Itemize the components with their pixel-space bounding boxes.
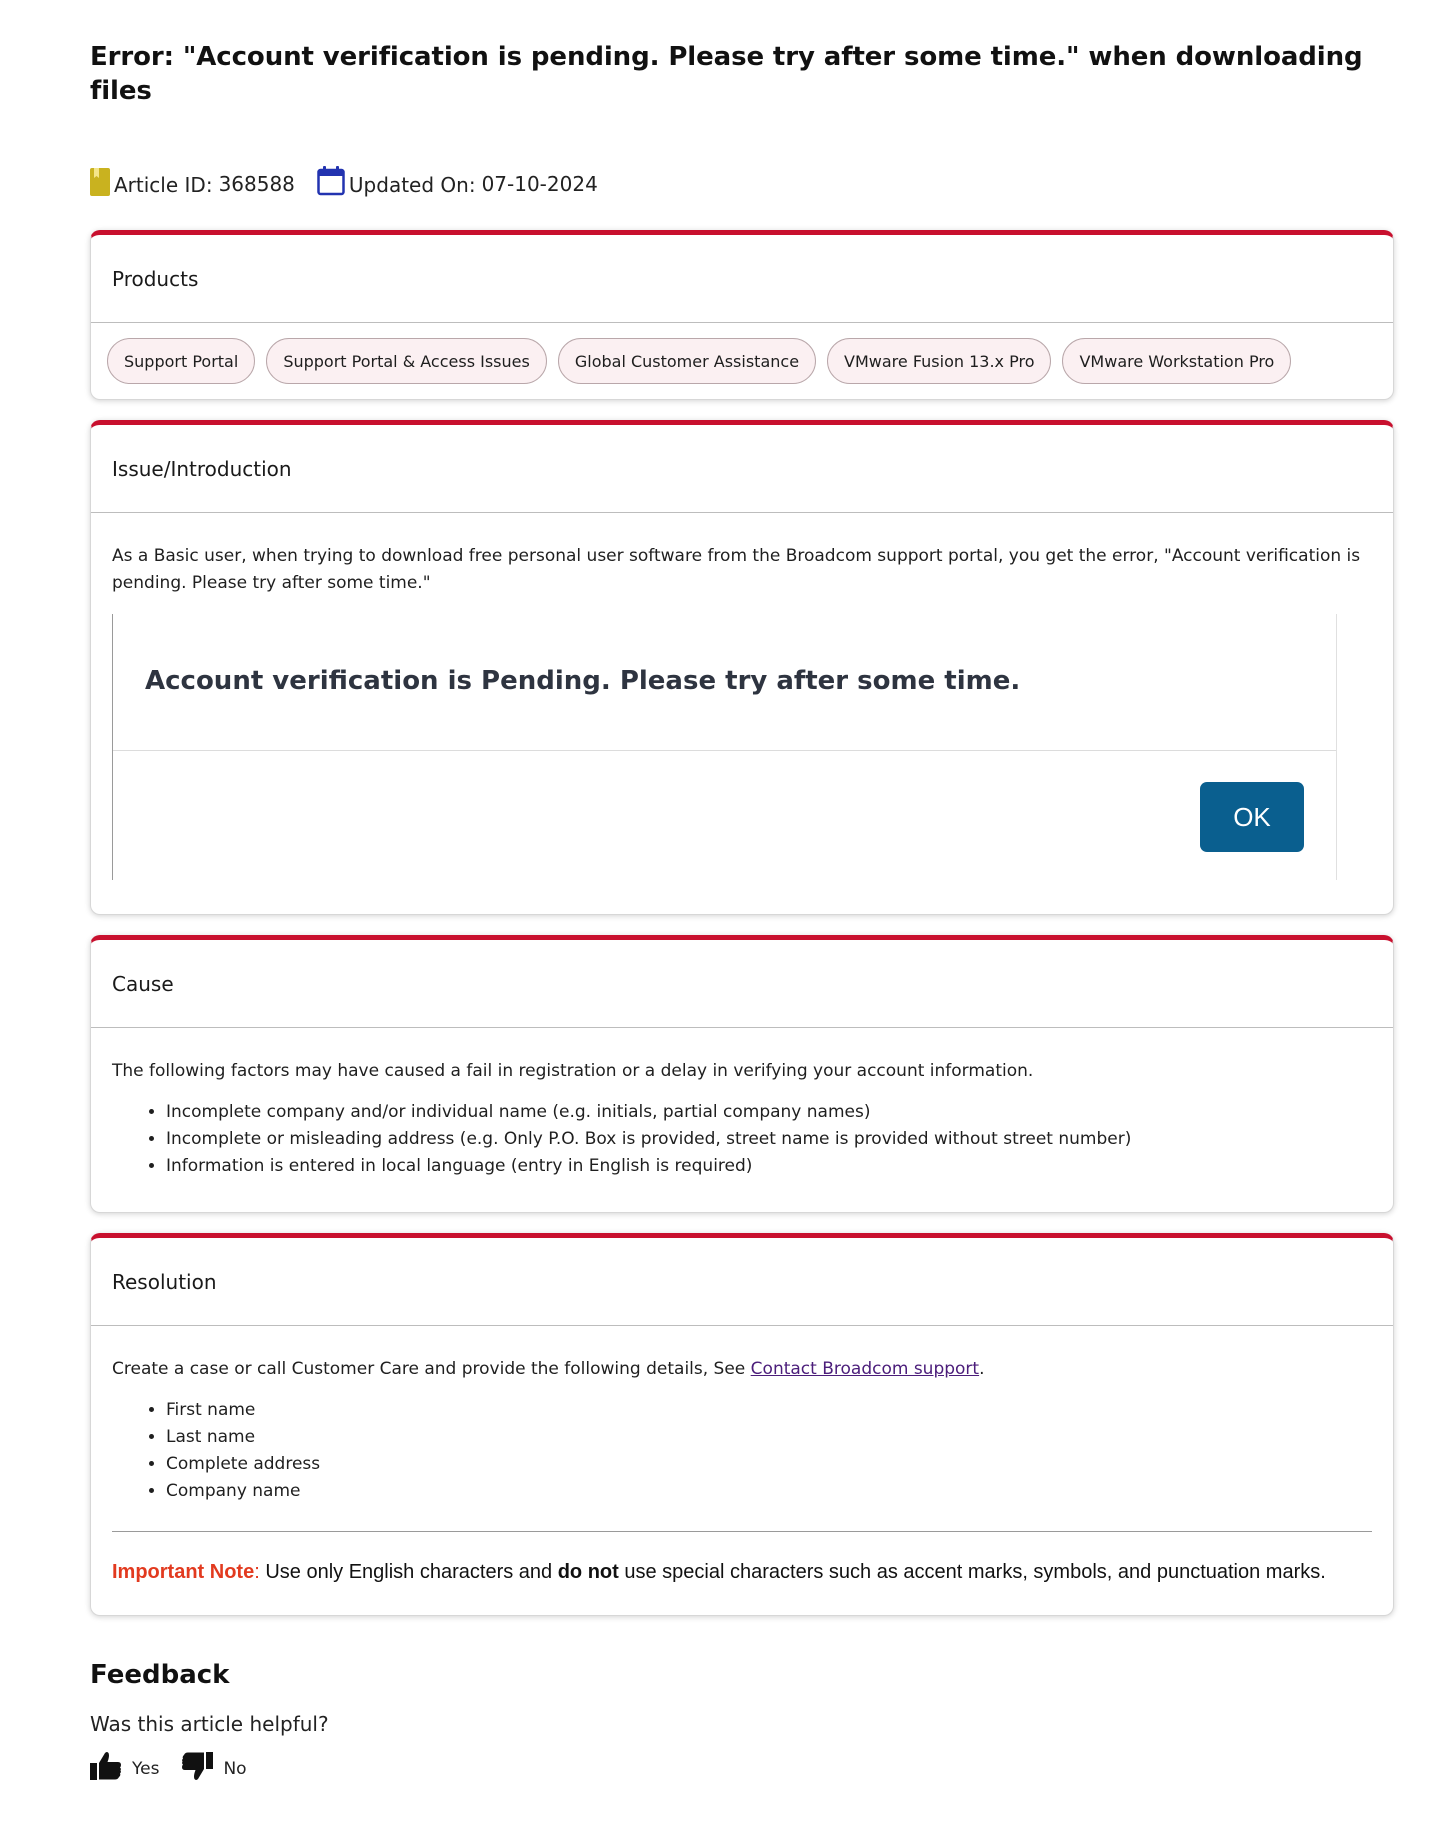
resolution-card (90, 1233, 1394, 1616)
list-item: • Company name (166, 1478, 1372, 1505)
yes-button[interactable] (90, 1751, 159, 1786)
article-page (90, 0, 1394, 1786)
note-divider (112, 1531, 1372, 1532)
resolution-intro-end: . (979, 1359, 985, 1379)
products-card (90, 230, 1394, 400)
important-note (112, 1558, 1372, 1587)
yes-label: Yes (132, 1758, 160, 1779)
cause-card (90, 935, 1394, 1213)
resolution-intro (112, 1356, 1372, 1383)
feedback-title: Feedback (90, 1660, 230, 1690)
updated-on-value: 07-10-2024 (481, 172, 598, 196)
resolution-list (112, 1397, 1372, 1505)
calendar-icon (317, 166, 345, 196)
product-chip[interactable]: Support Portal (107, 338, 255, 384)
note-colon: : (254, 1561, 260, 1583)
thumbs-up-icon (90, 1751, 122, 1786)
article-id-value: 368588 (218, 172, 295, 196)
screenshot-message: Account verification is Pending. Please try after some time. (145, 666, 1021, 696)
article-meta (90, 150, 1394, 196)
list-item: • Incomplete company and/or individual name (e.g. initials, partial company names) (166, 1099, 1372, 1126)
issue-card (90, 420, 1394, 915)
note-text-1: Use only English characters and (259, 1561, 558, 1583)
list-item: • Information is entered in local language (entry in English is required) (166, 1153, 1372, 1180)
thumbs-down-icon (181, 1751, 213, 1786)
no-button[interactable] (181, 1751, 246, 1786)
product-chip[interactable]: VMware Fusion 13.x Pro (827, 338, 1051, 384)
updated-on-label: Updated On: (348, 173, 476, 197)
updated-on (315, 166, 598, 196)
cause-header: Cause (91, 940, 1393, 1028)
cause-list (112, 1099, 1372, 1180)
no-label: No (223, 1758, 247, 1779)
note-text-2: use special characters such as accent marks, symbols, and punctuation marks. (618, 1561, 1326, 1583)
issue-text: As a Basic user, when trying to download free personal user software from the Broadcom support portal, you get the error, "Account verification is pending. Please try after some time." (112, 546, 1361, 593)
product-chip[interactable]: VMware Workstation Pro (1062, 338, 1291, 384)
product-chip[interactable]: Support Portal & Access Issues (266, 338, 547, 384)
bookmark-book-icon (90, 168, 110, 196)
list-item: • Incomplete or misleading address (e.g. Only P.O. Box is provided, street name is provided without street number) (166, 1126, 1372, 1153)
cause-intro: The following factors may have caused a fail in registration or a delay in verifying your account information. (112, 1061, 1034, 1081)
error-screenshot (112, 614, 1337, 880)
feedback-votes (90, 1751, 1394, 1786)
contact-support-link[interactable]: Contact Broadcom support (750, 1359, 980, 1379)
resolution-header: Resolution (91, 1238, 1393, 1326)
note-bold: do not (557, 1561, 619, 1583)
article-id-label: Article ID: (114, 173, 213, 197)
list-item: • Complete address (166, 1451, 1372, 1478)
ok-button: OK (1200, 782, 1304, 852)
resolution-intro-text: Create a case or call Customer Care and provide the following details, See (112, 1359, 751, 1379)
article-id (90, 168, 295, 196)
page-title: Error: "Account verification is pending. Please try after some time." when downloading files (90, 42, 1363, 106)
product-chip[interactable]: Global Customer Assistance (558, 338, 816, 384)
products-header: Products (91, 235, 1393, 323)
list-item: • First name (166, 1397, 1372, 1424)
note-keyword: Important Note (112, 1561, 255, 1583)
product-chips (91, 323, 1393, 399)
issue-header: Issue/Introduction (91, 425, 1393, 513)
screenshot-divider (113, 750, 1336, 751)
list-item: • Last name (166, 1424, 1372, 1451)
feedback-question: Was this article helpful? (90, 1712, 329, 1736)
